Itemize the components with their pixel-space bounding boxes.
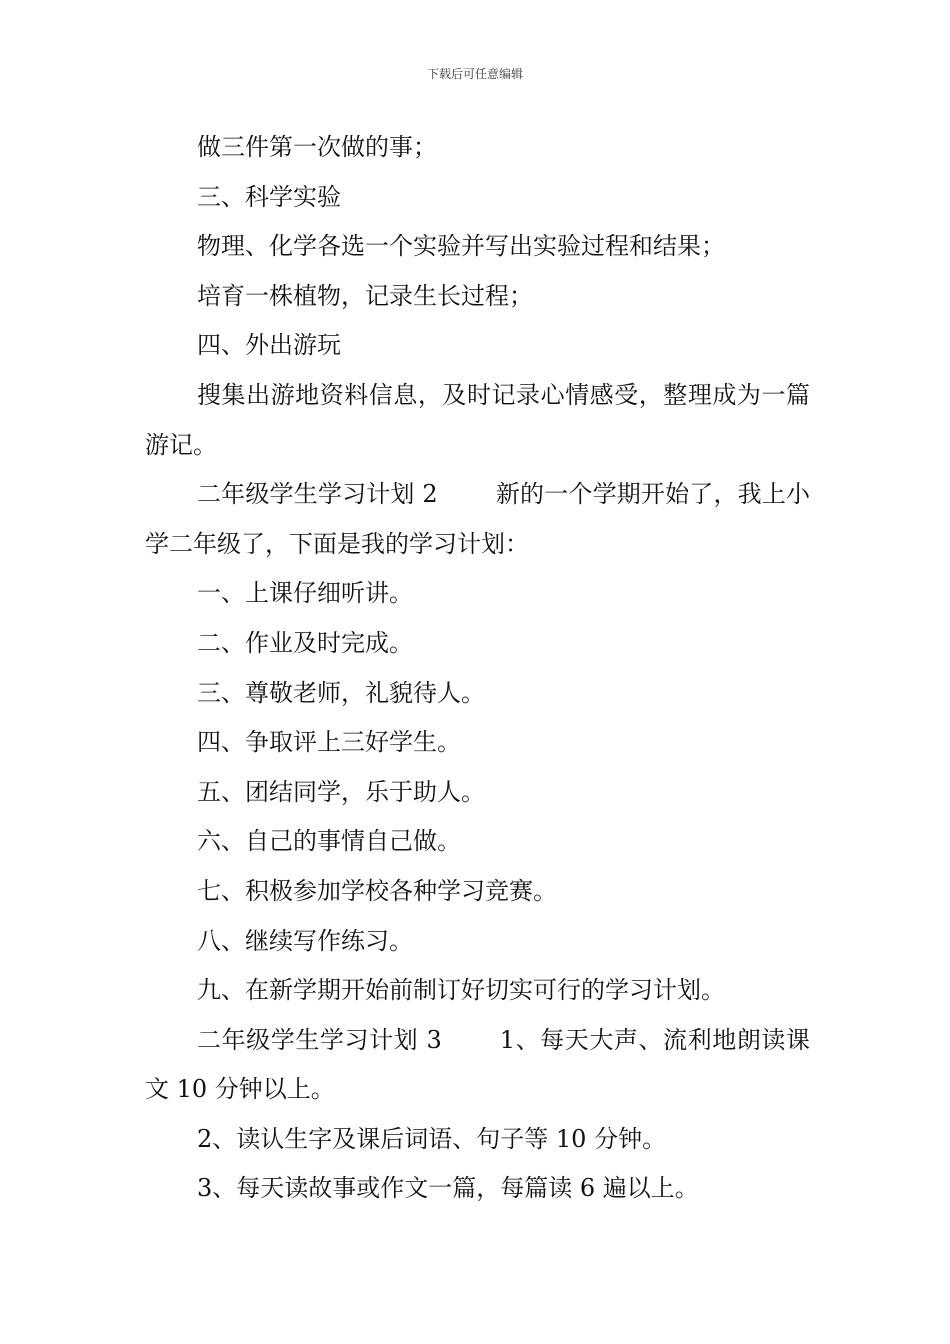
section-heading: 三、科学实验 [197, 182, 341, 211]
page-header: 下载后可任意编辑 [426, 67, 523, 81]
paragraph: 物理、化学各选一个实验并写出实验过程和结果； [197, 232, 725, 261]
plan-2-item: 三、尊敬老师，礼貌待人。 [197, 678, 485, 707]
plan-3-item: 2、读认生字及课后词语、句子等 10 分钟。 [197, 1124, 667, 1153]
plan-2-item: 八、继续写作练习。 [197, 926, 413, 955]
section-heading: 四、外出游玩 [197, 331, 341, 360]
paragraph: 做三件第一次做的事； [197, 133, 437, 161]
plan-2-item: 一、上课仔细听讲。 [197, 579, 413, 608]
plan-2-item: 二、作业及时完成。 [197, 628, 413, 657]
plan-3-title: 二年级学生学习计划 3 [197, 1025, 442, 1054]
plan-2-paragraph [145, 470, 810, 569]
plan-3-intro: 1、每天大声、流利地朗读课文 10 分钟以上。 [145, 1025, 810, 1104]
plan-3-item: 3、每天读故事或作文一篇，每篇读 6 遍以上。 [197, 1174, 699, 1203]
plan-2-intro: 新的一个学期开始了，我上小学二年级了，下面是我的学习计划： [145, 480, 811, 558]
plan-2-item: 四、争取评上三好学生。 [197, 728, 461, 757]
plan-3-paragraph [145, 1016, 810, 1115]
paragraph: 搜集出游地资料信息，及时记录心情感受，整理成为一篇游记。 [145, 380, 810, 459]
plan-2-item: 五、团结同学，乐于助人。 [197, 777, 485, 806]
paragraph: 培育一株植物，记录生长过程； [197, 281, 533, 310]
plan-2-item: 六、自己的事情自己做。 [197, 827, 461, 856]
plan-2-title: 二年级学生学习计划 2 [197, 480, 438, 509]
plan-2-item: 九、在新学期开始前制订好切实可行的学习计划。 [197, 976, 725, 1005]
document-body [145, 123, 810, 1214]
plan-2-item: 七、积极参加学校各种学习竞赛。 [197, 876, 557, 905]
